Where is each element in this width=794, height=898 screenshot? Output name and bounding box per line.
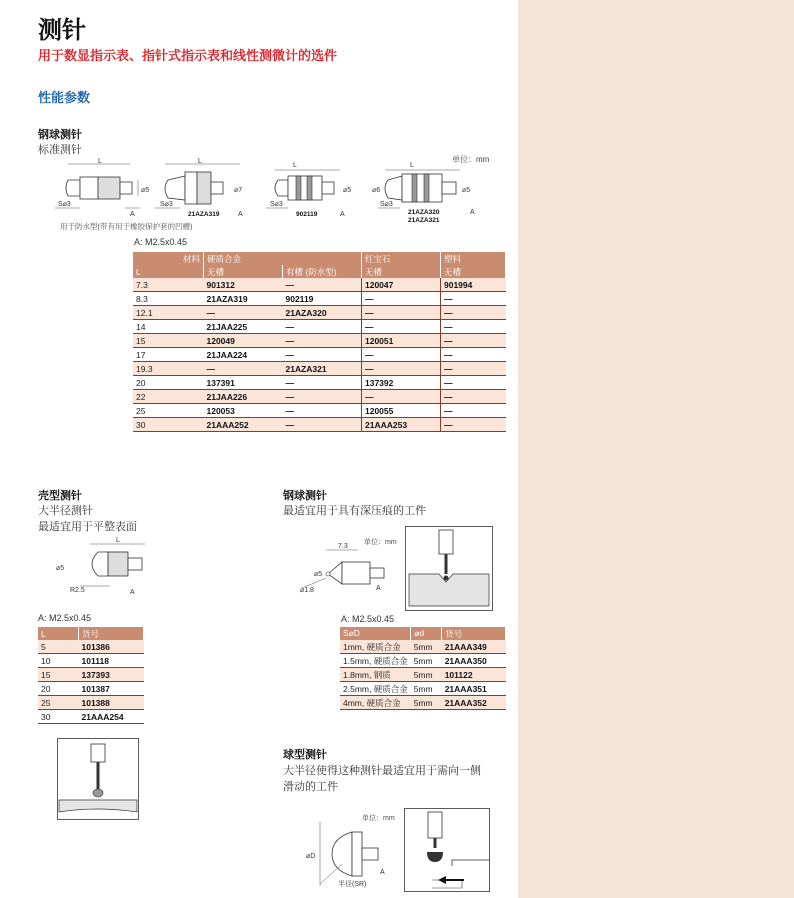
cell-code: 21AZA319 (204, 292, 283, 306)
cell-code: — (362, 292, 441, 306)
ball-type-desc-2: 滑动的工件 (283, 781, 338, 793)
cell-length: 20 (38, 682, 79, 696)
sub-header-2: 有槽 (防水型) (283, 265, 362, 278)
shell-heading: 壳型测针 (38, 490, 82, 502)
table-row (38, 682, 144, 696)
cell-code: — (362, 306, 441, 320)
cell-code: — (283, 404, 362, 418)
cell-code: — (283, 278, 362, 292)
cell-code: 101122 (442, 668, 506, 682)
cell-d: 5mm (411, 640, 442, 654)
table-row (133, 376, 506, 390)
cell-code: — (441, 334, 506, 348)
deep-dia-label: ⌀5 (314, 571, 323, 578)
cell-code: 101118 (79, 654, 144, 668)
cell-code: 21AZA320 (283, 306, 362, 320)
shell-sub: 大半径测针 (38, 505, 93, 517)
cell-code: — (441, 418, 506, 432)
cell-length: 25 (133, 404, 204, 418)
sub-header-3: 无槽 (362, 265, 441, 278)
shell-application-figure (57, 738, 139, 820)
steel-ball-sub: 标准测针 (38, 144, 82, 156)
cell-sd: 1.5mm, 硬质合金 (340, 654, 411, 668)
sidebar-panel (518, 0, 794, 898)
table-row (133, 390, 506, 404)
cell-length: 30 (133, 418, 204, 432)
section-heading: 性能参数 (38, 90, 91, 105)
cell-length: 19.3 (133, 362, 204, 376)
deep-col-sd: S⌀D (340, 627, 411, 640)
cell-code: — (283, 418, 362, 432)
sub-header-4: 无槽 (441, 265, 506, 278)
cell-code: — (441, 390, 506, 404)
cell-code: — (283, 348, 362, 362)
cell-length: 30 (38, 710, 79, 724)
deep-table (340, 627, 506, 710)
a-label-2: A (238, 211, 243, 218)
cell-sd: 4mm, 硬质合金 (340, 696, 411, 710)
code-label-4: 21AZA320 (408, 209, 440, 216)
shell-a-label: A (130, 589, 135, 596)
cell-length: 22 (133, 390, 204, 404)
len-label-2: L (198, 158, 202, 165)
cell-length: 17 (133, 348, 204, 362)
table-row (133, 320, 506, 334)
deep-ball-label: ⌀1.8 (300, 587, 314, 594)
deep-application-figure (405, 526, 493, 611)
material-carbide: 硬质合金 (204, 252, 362, 265)
table-row (133, 292, 506, 306)
table-row (133, 278, 506, 292)
table-row (38, 640, 144, 654)
table-row (133, 404, 506, 418)
table-row (38, 710, 144, 724)
cell-code: — (283, 334, 362, 348)
table-row (133, 306, 506, 320)
cell-code: 101387 (79, 682, 144, 696)
cell-code: 21AZA321 (283, 362, 362, 376)
len-label-1: L (98, 158, 102, 165)
cell-code: 21AAA349 (442, 640, 506, 654)
table-row (133, 348, 506, 362)
dia2-label-4: ⌀6 (372, 187, 381, 194)
cell-code: — (441, 320, 506, 334)
ball-type-a-label: A (380, 869, 385, 876)
table-row (340, 682, 506, 696)
deep-a-label: A (376, 585, 381, 592)
cell-length: 15 (133, 334, 204, 348)
material-ruby: 红宝石 (362, 252, 441, 265)
cell-length: 8.3 (133, 292, 204, 306)
waterproof-note: 用于防水型(带有用于橡胶保护套的凹槽) (60, 222, 193, 231)
cell-code: 120047 (362, 278, 441, 292)
cell-code: 21AAA252 (204, 418, 283, 432)
cell-code: 137391 (204, 376, 283, 390)
table-row (340, 696, 506, 710)
cell-code: 21AAA351 (442, 682, 506, 696)
corner-l: L (133, 265, 204, 278)
cell-length: 12.1 (133, 306, 204, 320)
shell-col-code: 货号 (79, 627, 144, 640)
cell-length: 15 (38, 668, 79, 682)
code2-label-4: 21AZA321 (408, 217, 440, 224)
material-plastic: 塑料 (441, 252, 506, 265)
deep-desc: 最适宜用于具有深压痕的工件 (283, 505, 426, 517)
ball-type-radius-label: 半径(SR) (338, 881, 367, 888)
cell-length: 14 (133, 320, 204, 334)
cell-length: 5 (38, 640, 79, 654)
cell-code: 21AAA254 (79, 710, 144, 724)
cell-code: 120049 (204, 334, 283, 348)
ball-type-application-figure (404, 808, 490, 892)
ball-type-dia-label: ⌀D (306, 853, 316, 860)
table-row (38, 668, 144, 682)
shell-radius-label: R2.5 (70, 587, 85, 594)
cell-code: — (441, 376, 506, 390)
cell-code: — (362, 348, 441, 362)
corner-material: 材料 (133, 252, 204, 265)
cell-code: 120051 (362, 334, 441, 348)
deep-heading: 钢球测针 (283, 490, 327, 502)
cell-code: — (362, 362, 441, 376)
ball-type-drawing (298, 808, 408, 888)
cell-code: 101388 (79, 696, 144, 710)
table-row (133, 418, 506, 432)
sphere-label-4: S⌀3 (380, 201, 393, 208)
sphere-label-1: S⌀3 (58, 201, 71, 208)
cell-d: 5mm (411, 682, 442, 696)
cell-code: 21AAA253 (362, 418, 441, 432)
cell-code: — (362, 320, 441, 334)
table-row (340, 654, 506, 668)
deep-drawing (298, 532, 398, 594)
len-label-3: L (293, 162, 297, 169)
cell-length: 10 (38, 654, 79, 668)
cell-code: 101386 (79, 640, 144, 654)
cell-code: — (441, 404, 506, 418)
deep-col-d: ⌀d (411, 627, 442, 640)
steel-ball-heading: 钢球测针 (38, 129, 82, 141)
steel-ball-drawings (50, 158, 500, 230)
unit-label: 单位：mm (452, 155, 490, 164)
ball-type-desc-1: 大半径使得这种测针最适宜用于需向一侧 (283, 765, 481, 777)
cell-code: — (441, 362, 506, 376)
a-label-4: A (470, 209, 475, 216)
table-row (340, 668, 506, 682)
cell-code: — (283, 320, 362, 334)
shell-col-l: L (38, 627, 79, 640)
cell-code: 901312 (204, 278, 283, 292)
table-row (133, 362, 506, 376)
table-row (38, 654, 144, 668)
cell-sd: 1.8mm, 钢质 (340, 668, 411, 682)
ball-type-unit-label: 单位：mm (362, 815, 395, 822)
page-title: 测针 (38, 17, 86, 44)
cell-d: 5mm (411, 668, 442, 682)
ball-type-heading: 球型测针 (283, 749, 327, 761)
sphere-label-3: S⌀3 (270, 201, 283, 208)
cell-sd: 1mm, 硬质合金 (340, 640, 411, 654)
dia-label-2: ⌀7 (234, 187, 243, 194)
cell-code: 137393 (79, 668, 144, 682)
cell-code: — (204, 362, 283, 376)
cell-code: 21JAA226 (204, 390, 283, 404)
cell-code: 120055 (362, 404, 441, 418)
dia-label-1: ⌀5 (141, 187, 150, 194)
page-subtitle: 用于数显指示表、指针式指示表和线性测微计的选件 (38, 48, 338, 63)
shell-table (38, 627, 144, 724)
cell-code: — (441, 348, 506, 362)
cell-d: 5mm (411, 696, 442, 710)
len-label-4: L (410, 162, 414, 169)
cell-code: — (204, 306, 283, 320)
cell-code: — (362, 390, 441, 404)
cell-code: 137392 (362, 376, 441, 390)
a-label-3: A (340, 211, 345, 218)
deep-len-label: 7.3 (338, 543, 348, 550)
cell-d: 5mm (411, 654, 442, 668)
sphere-label-2: S⌀3 (160, 201, 173, 208)
cell-code: — (283, 376, 362, 390)
cell-code: 21JAA224 (204, 348, 283, 362)
cell-length: 20 (133, 376, 204, 390)
thread-spec: A: M2.5x0.45 (134, 237, 188, 247)
dia-label-4: ⌀5 (462, 187, 471, 194)
cell-code: 120053 (204, 404, 283, 418)
shell-drawing (50, 536, 160, 598)
code-label-2: 21AZA319 (188, 211, 220, 218)
cell-code: — (441, 292, 506, 306)
dia-label-3: ⌀5 (343, 187, 352, 194)
cell-code: 21AAA350 (442, 654, 506, 668)
cell-length: 7.3 (133, 278, 204, 292)
cell-code: — (441, 306, 506, 320)
cell-code: 901994 (441, 278, 506, 292)
cell-code: 21JAA225 (204, 320, 283, 334)
cell-code: 21AAA352 (442, 696, 506, 710)
steel-ball-table (133, 252, 506, 432)
deep-thread: A: M2.5x0.45 (341, 614, 395, 624)
cell-code: — (283, 390, 362, 404)
sub-header-1: 无槽 (204, 265, 283, 278)
cell-code: 902119 (283, 292, 362, 306)
deep-col-code: 货号 (442, 627, 506, 640)
shell-dia-label: ⌀5 (56, 565, 65, 572)
shell-desc: 最适宜用于平整表面 (38, 521, 137, 533)
table-row (340, 640, 506, 654)
shell-thread: A: M2.5x0.45 (38, 613, 92, 623)
a-label-1: A (130, 211, 135, 218)
shell-len-label: L (116, 537, 120, 544)
deep-unit-label: 单位：mm (364, 539, 397, 546)
code-label-3: 902119 (296, 211, 318, 218)
cell-sd: 2.5mm, 硬质合金 (340, 682, 411, 696)
cell-length: 25 (38, 696, 79, 710)
table-row (133, 334, 506, 348)
table-row (38, 696, 144, 710)
